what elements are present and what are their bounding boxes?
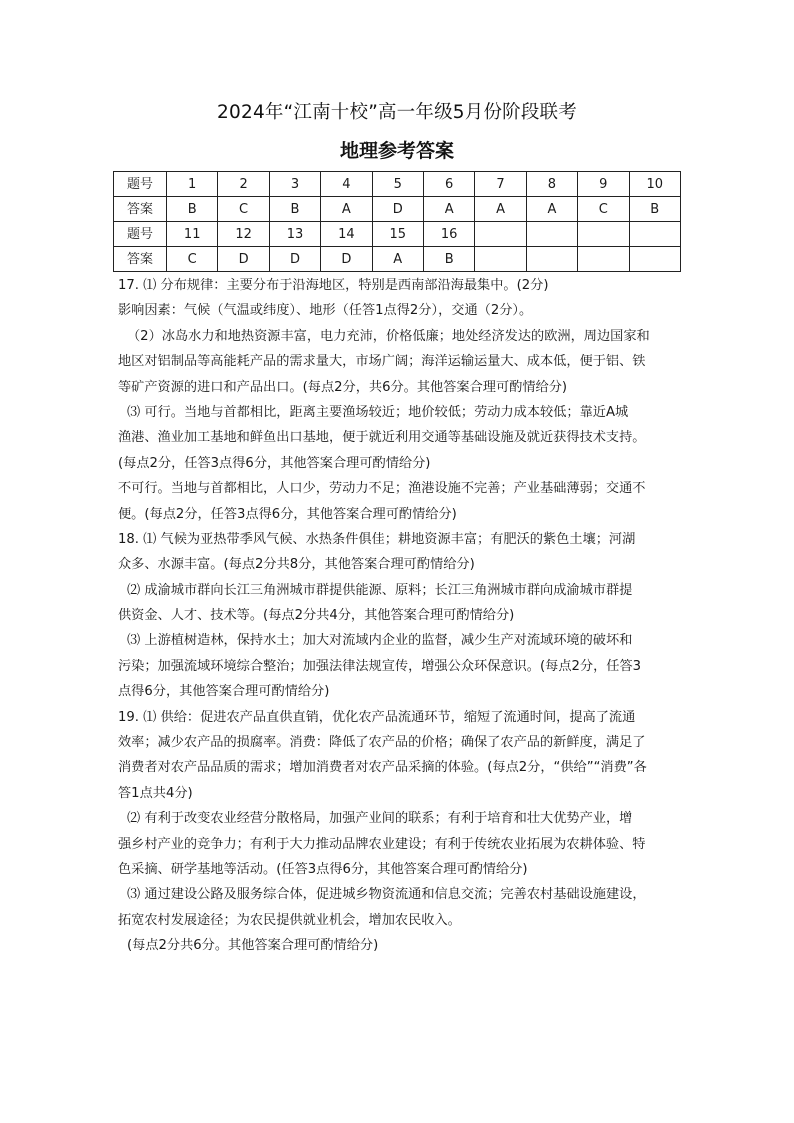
table-cell: A — [321, 197, 372, 222]
table-cell: B — [629, 197, 680, 222]
page-subtitle: 地理参考答案 — [339, 140, 454, 162]
table-cell: 11 — [167, 222, 218, 247]
text-line: 众多、水源丰富。(每点2分共8分，其他答案合理可酌情给分) — [118, 557, 475, 573]
table-cell: 答案 — [114, 197, 167, 222]
table-cell: B — [423, 247, 474, 272]
text-line: 渔港、渔业加工基地和鲜鱼出口基地，便于就近利用交通等基础设施及就近获得技术支持。 — [118, 430, 646, 446]
text-line: 色采摘、研学基地等活动。(任答3点得6分，其他答案合理可酌情给分) — [118, 861, 528, 877]
table-cell: 12 — [218, 222, 269, 247]
table-cell: B — [167, 197, 218, 222]
table-cell: C — [578, 197, 629, 222]
answer-explanations — [118, 273, 684, 959]
table-cell — [475, 247, 526, 272]
table-cell: C — [167, 247, 218, 272]
table-cell — [526, 247, 577, 272]
table-cell: 答案 — [114, 247, 167, 272]
table-cell — [475, 222, 526, 247]
text-line: 点得6分，其他答案合理可酌情给分) — [118, 684, 330, 700]
table-cell: 6 — [423, 172, 474, 197]
text-line: 不可行。当地与首都相比，人口少，劳动力不足；渔港设施不完善；产业基础薄弱；交通不 — [118, 481, 646, 497]
table-cell: A — [475, 197, 526, 222]
table-cell: 16 — [423, 222, 474, 247]
page-title: 2024年“江南十校”高一年级5月份阶段联考 — [217, 102, 577, 123]
table-cell: 5 — [372, 172, 423, 197]
table-cell: 8 — [526, 172, 577, 197]
text-line: 便。(每点2分，任答3点得6分，其他答案合理可酌情给分) — [118, 506, 457, 522]
table-cell: 题号 — [114, 222, 167, 247]
table-cell: 1 — [167, 172, 218, 197]
text-line: ⑶ 上游植树造林，保持水土；加大对流域内企业的监督，减少生产对流域环境的破坏和 — [127, 633, 633, 649]
text-line: 等矿产资源的进口和产品出口。(每点2分，共6分。其他答案合理可酌情给分) — [118, 379, 568, 395]
table-cell: 7 — [475, 172, 526, 197]
answer-table — [113, 171, 681, 272]
table-cell: B — [269, 197, 320, 222]
text-line: 19. ⑴ 供给：促进农产品直供直销，优化农产品流通环节，缩短了流通时间，提高了流通 — [118, 709, 636, 725]
text-line: 答1点共4分) — [118, 785, 193, 801]
table-cell: 4 — [321, 172, 372, 197]
table-cell — [526, 222, 577, 247]
table-cell: 9 — [578, 172, 629, 197]
text-line: ⑶ 通过建设公路及服务综合体，促进城乡物资流通和信息交流；完善农村基础设施建设， — [127, 887, 646, 903]
table-cell: 13 — [269, 222, 320, 247]
table-cell: 10 — [629, 172, 680, 197]
table-cell — [629, 222, 680, 247]
text-line: 18. ⑴ 气候为亚热带季风气候、水热条件俱佳；耕地资源丰富；有肥沃的紫色土壤；河湖 — [118, 531, 636, 547]
table-cell: 题号 — [114, 172, 167, 197]
table-cell — [578, 247, 629, 272]
table-cell: D — [372, 197, 423, 222]
text-line: 影响因素：气候（气温或纬度）、地形（任答1点得2分），交通（2分）。 — [118, 303, 533, 319]
table-row — [114, 172, 681, 197]
text-line: 17. ⑴ 分布规律：主要分布于沿海地区，特别是西南部沿海最集中。(2分) — [118, 278, 549, 293]
text-line: 污染；加强流域环境综合整治；加强法律法规宣传，增强公众环保意识。(每点2分，任答3 — [118, 658, 642, 674]
text-line: 效率；减少农产品的损腐率。消费：降低了农产品的价格；确保了农产品的新鲜度，满足了 — [118, 735, 646, 751]
table-cell: A — [526, 197, 577, 222]
table-cell: D — [218, 247, 269, 272]
table-cell: A — [372, 247, 423, 272]
table-cell: 2 — [218, 172, 269, 197]
text-line: 强乡村产业的竞争力；有利于大力推动品牌农业建设；有利于传统农业拓展为农耕体验、特 — [118, 836, 646, 852]
table-cell: 14 — [321, 222, 372, 247]
text-line: ⑶ 可行。当地与首都相比，距离主要渔场较近；地价较低；劳动力成本较低；靠近A城 — [127, 404, 629, 420]
table-cell: A — [423, 197, 474, 222]
text-line: 消费者对农产品品质的需求；增加消费者对农产品采摘的体验。(每点2分，“供给”“消费”各 — [118, 760, 647, 776]
table-cell: 3 — [269, 172, 320, 197]
text-line: 地区对铝制品等高能耗产品的需求量大，市场广阔；海洋运输运量大、成本低，便于铝、铁 — [118, 354, 646, 370]
table-row — [114, 222, 681, 247]
table-row — [114, 247, 681, 272]
text-line: （2）冰岛水力和地热资源丰富，电力充沛，价格低廉；地处经济发达的欧洲，周边国家和 — [127, 328, 650, 344]
text-line: ⑵ 成渝城市群向长江三角洲城市群提供能源、原料；长江三角洲城市群向成渝城市群提 — [127, 582, 633, 598]
text-line: 供资金、人才、技术等。(每点2分共4分，其他答案合理可酌情给分) — [118, 608, 515, 624]
table-cell: D — [269, 247, 320, 272]
table-cell — [629, 247, 680, 272]
table-row — [114, 197, 681, 222]
text-line: 拓宽农村发展途径；为农民提供就业机会，增加农民收入。 — [118, 912, 461, 928]
text-line: (每点2分，任答3点得6分，其他答案合理可酌情给分) — [118, 455, 431, 471]
text-line: ⑵ 有利于改变农业经营分散格局，加强产业间的联系；有利于培育和壮大优势产业，增 — [127, 811, 633, 827]
table-cell: D — [321, 247, 372, 272]
table-cell — [578, 222, 629, 247]
text-line: (每点2分共6分。其他答案合理可酌情给分) — [127, 938, 379, 954]
table-cell: 15 — [372, 222, 423, 247]
table-cell: C — [218, 197, 269, 222]
